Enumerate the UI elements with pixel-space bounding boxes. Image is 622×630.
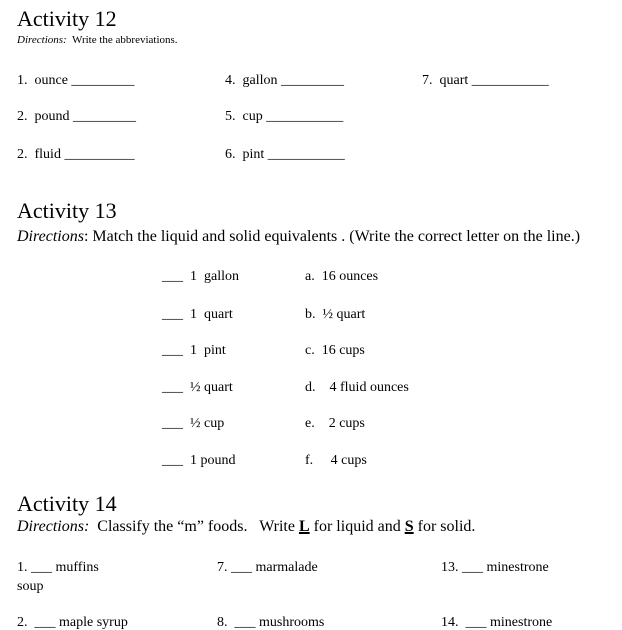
classify-item: 14. ___ minestrone [441, 615, 553, 630]
directions-text: : Match the liquid and solid equivalents . (Write the correct letter on the line.) [83, 228, 581, 245]
match-right-item: d. 4 fluid ounces [305, 380, 409, 395]
classify-item: 13. ___ minestrone [441, 560, 549, 575]
activity-14-title: Activity 14 [17, 491, 117, 516]
activity-14-directions [17, 519, 475, 535]
abbreviation-item: 4. gallon _________ [225, 73, 344, 88]
match-left-item: ___ 1 pound [162, 453, 236, 468]
match-right-item: e. 2 cups [305, 416, 365, 431]
match-left-item: ___ 1 quart [162, 307, 233, 322]
liquid-letter: L [298, 518, 310, 535]
classify-item: 1. ___ muffins [17, 560, 99, 575]
directions-label: Directions: [17, 34, 67, 46]
abbreviation-item: 2. pound _________ [17, 109, 136, 124]
classify-item: 8. ___ mushrooms [217, 615, 325, 630]
directions-label: Directions [17, 228, 84, 245]
activity-12-title: Activity 12 [17, 6, 117, 31]
abbreviation-item: 6. pint ___________ [225, 147, 345, 162]
match-right-item: b. ½ quart [305, 307, 366, 322]
match-right-item: f. 4 cups [305, 453, 367, 468]
activity-12-directions [17, 35, 178, 46]
directions-text: for liquid and [309, 518, 405, 535]
classify-item-continued: soup [17, 579, 44, 594]
directions-label: Directions: [17, 518, 90, 535]
match-left-item: ___ 1 pint [162, 343, 226, 358]
match-left-item: ___ ½ cup [162, 416, 225, 431]
activity-13-directions [17, 226, 607, 247]
abbreviation-item: 2. fluid __________ [17, 147, 135, 162]
activity-13-title: Activity 13 [17, 198, 117, 223]
abbreviation-item: 7. quart ___________ [422, 73, 549, 88]
directions-text: Classify the “m” foods. Write [89, 518, 299, 535]
match-right-item: a. 16 ounces [305, 269, 379, 284]
solid-letter: S [404, 518, 414, 535]
abbreviation-item: 5. cup ___________ [225, 109, 344, 124]
directions-text: Write the abbreviations. [66, 34, 178, 46]
classify-item: 7. ___ marmalade [217, 560, 318, 575]
classify-item: 2. ___ maple syrup [17, 615, 128, 630]
match-left-item: ___ 1 gallon [162, 269, 239, 284]
match-right-item: c. 16 cups [305, 343, 365, 358]
directions-text: for solid. [413, 518, 476, 535]
abbreviation-item: 1. ounce _________ [17, 73, 135, 88]
match-left-item: ___ ½ quart [162, 380, 233, 395]
